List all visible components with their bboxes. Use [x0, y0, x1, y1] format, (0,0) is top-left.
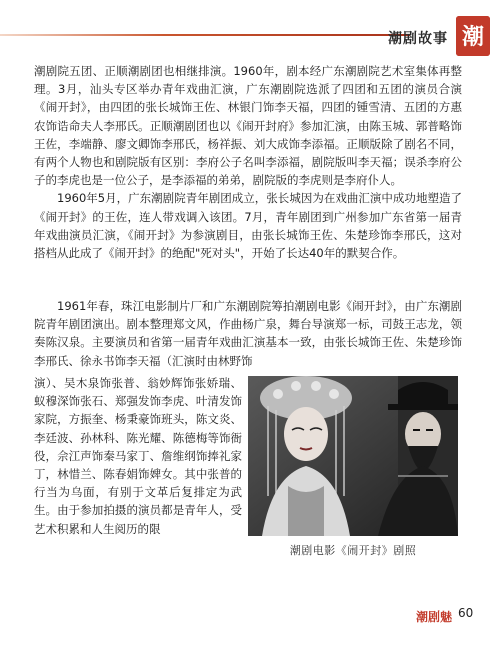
paragraph-1: 潮剧院五团、正顺潮剧团也相继排演。1960年，剧本经广东潮剧院艺术室集体再整理。3月，汕头专区举办青年戏曲汇演，广东潮剧院选派了四团和五团的演员合演《闹开封》，由四团的张长城饰王佐、林银门饰李天福，四团的锺雪清、五团的方惠农饰诰命夫人李邢氏。正顺潮剧团也以《闹开封府》参加汇演，由陈玉城、郭普略饰王佐，李端静、廖文卿饰李邢氏，杨祥振、刘大成饰李添福。正顺版除了剧名不同，有两个人物也和剧院版有区别：李府公子名叫李添福，剧院版叫李天福；误杀李府公子的李虎也是一位公子，是李添福的弟弟，剧院版的李虎则是李府仆人。: [34, 64, 462, 188]
photo-caption: 潮剧电影《闹开封》剧照: [289, 544, 417, 557]
paragraph-3-text: 1961年春，珠江电影制片厂和广东潮剧院筹拍潮剧电影《闹开封》，由广东潮剧院青年剧团演出。剧本整理郑文风，作曲杨广泉，舞台导演郑一标，司鼓王志龙，领奏陈汉泉。主要演员和省第一届青年戏曲汇演基本一致，由张长城饰王佐、朱楚珍饰李邢氏、徐永书饰李天福（汇演时由林野饰: [34, 299, 462, 368]
seal-logo-icon: [456, 16, 490, 56]
paragraph-3-top: [34, 297, 462, 370]
svg-text:潮: 潮: [461, 24, 485, 50]
svg-text:潮剧魅: 潮剧魅: [416, 610, 453, 624]
header-rule: [0, 34, 410, 36]
article-body: [34, 62, 462, 262]
paragraph-3-wrap-text: 演）、吴木泉饰张普、翁妙辉饰张娇瑞、蚁穆深饰张石、郑强发饰李虎、叶清发饰家院，方振奎、杨秉豪饰班头，陈文炎、李廷波、孙林科、陈光耀、陈德梅等饰衙役，佘江声饰秦马家丁、詹维纲饰捧礼家丁，林惜兰、陈春娟饰婢女。其中张普的行当为乌面，有别于文革后复排定为武生。由于参加拍摄的演员都是青年人，受艺术积累和人生阅历的限: [34, 376, 242, 536]
paragraph-2: 1960年5月，广东潮剧院青年剧团成立，张长城因为在戏曲汇演中成功地塑造了《闹开封》的王佐，连人带戏调入该团。7月，青年剧团到广州参加广东省第一届青年戏曲演员汇演，《闹开封》为参演剧目，由张长城饰王佐、朱楚珍饰李邢氏，这对搭档从此成了《闹开封》的绝配"死对头"，开始了长达40年的默契合作。: [34, 191, 462, 261]
opera-film-still: [248, 376, 458, 536]
magazine-logo-icon: [416, 608, 454, 624]
section-title: 潮剧故事: [388, 31, 448, 47]
page-number: 60: [458, 606, 474, 620]
paragraph-3-wrap: [34, 374, 242, 538]
page-header: [0, 10, 495, 50]
